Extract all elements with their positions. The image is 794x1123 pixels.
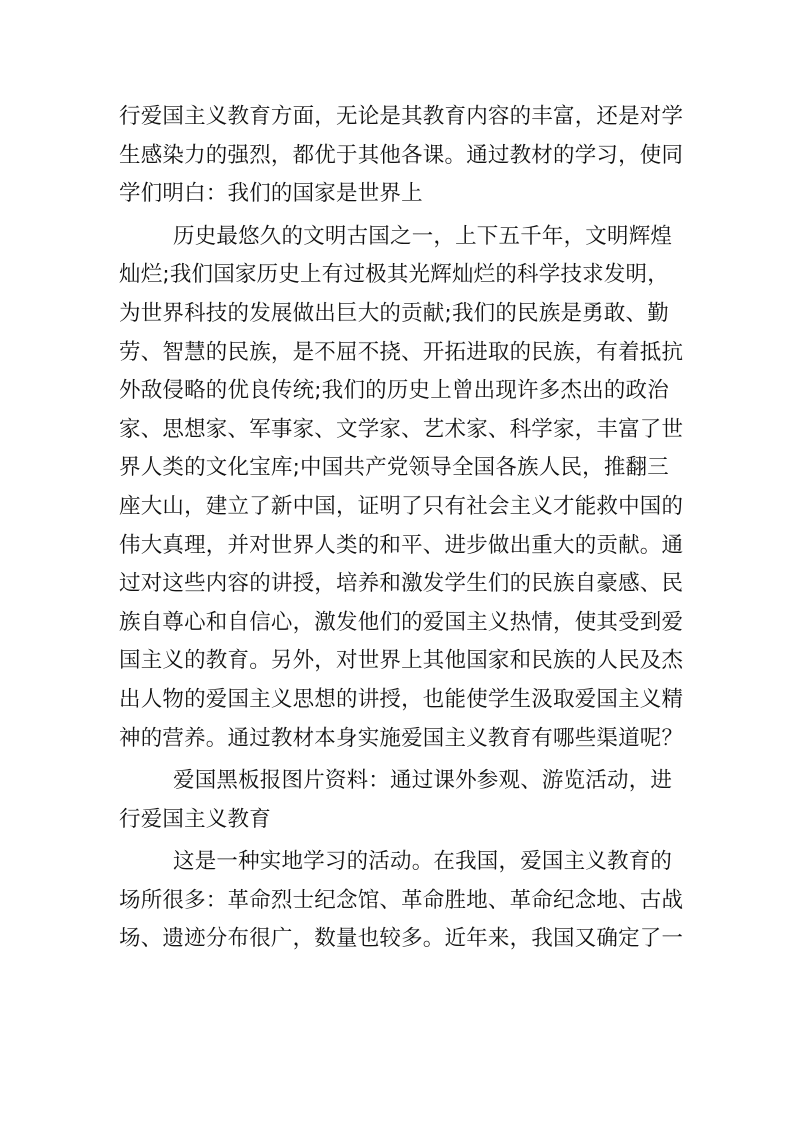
text-line: 出人物的爱国主义思想的讲授，也能使学生汲取爱国主义精 [119, 686, 684, 712]
text-line: 过对这些内容的讲授，培养和激发学生们的民族自豪感、民 [119, 571, 684, 597]
text-line: 场、遗迹分布很广，数量也较多。近年来，我国又确定了一 [119, 926, 684, 952]
text-line: 神的营养。通过教材本身实施爱国主义教育有哪些渠道呢？ [119, 725, 684, 751]
text-line: 外敌侵略的优良传统;我们的历史上曾出现许多杰出的政治 [119, 378, 669, 404]
text-line: 座大山，建立了新中国，证明了只有社会主义才能救中国的 [119, 493, 684, 519]
text-line: 伟大真理，并对世界人类的和平、进步做出重大的贡献。通 [119, 532, 684, 558]
text-line: 行爱国主义教育方面，无论是其教育内容的丰富，还是对学 [119, 104, 684, 129]
text-line: 这是一种实地学习的活动。在我国，爱国主义教育的 [173, 849, 673, 875]
text-line: 爱国黑板报图片资料：通过课外参观、游览活动，进 [173, 768, 673, 794]
text-line: 行爱国主义教育 [119, 806, 271, 832]
text-line: 场所很多：革命烈士纪念馆、革命胜地、革命纪念地、古战 [119, 887, 684, 913]
text-line: 学们明白：我们的国家是世界上 [119, 181, 423, 207]
text-line: 劳、智慧的民族，是不屈不挠、开拓进取的民族，有着抵抗 [119, 339, 684, 365]
paragraph-2 [119, 218, 684, 758]
text-line: 灿烂;我们国家历史上有过极其光辉灿烂的科学技求发明， [119, 262, 669, 288]
text-line: 历史最悠久的文明古国之一，上下五千年，文明辉煌 [173, 223, 673, 249]
text-line: 界人类的文化宝库;中国共产党领导全国各族人民，推翻三 [119, 455, 669, 481]
document-body [119, 98, 684, 959]
text-line: 家、思想家、军事家、文学家、艺术家、科学家，丰富了世 [119, 416, 684, 442]
text-line: 国主义的教育。另外，对世界上其他国家和民族的人民及杰 [119, 648, 684, 674]
paragraph-1 [119, 98, 684, 214]
text-line: 为世界科技的发展做出巨大的贡献;我们的民族是勇敢、勤 [119, 300, 669, 326]
text-line: 族自尊心和自信心，激发他们的爱国主义热情，使其受到爱 [119, 609, 684, 635]
paragraph-3 [119, 762, 679, 839]
text-line: 生感染力的强烈，都优于其他各课。通过教材的学习，使同 [119, 142, 684, 168]
paragraph-4 [119, 843, 684, 959]
